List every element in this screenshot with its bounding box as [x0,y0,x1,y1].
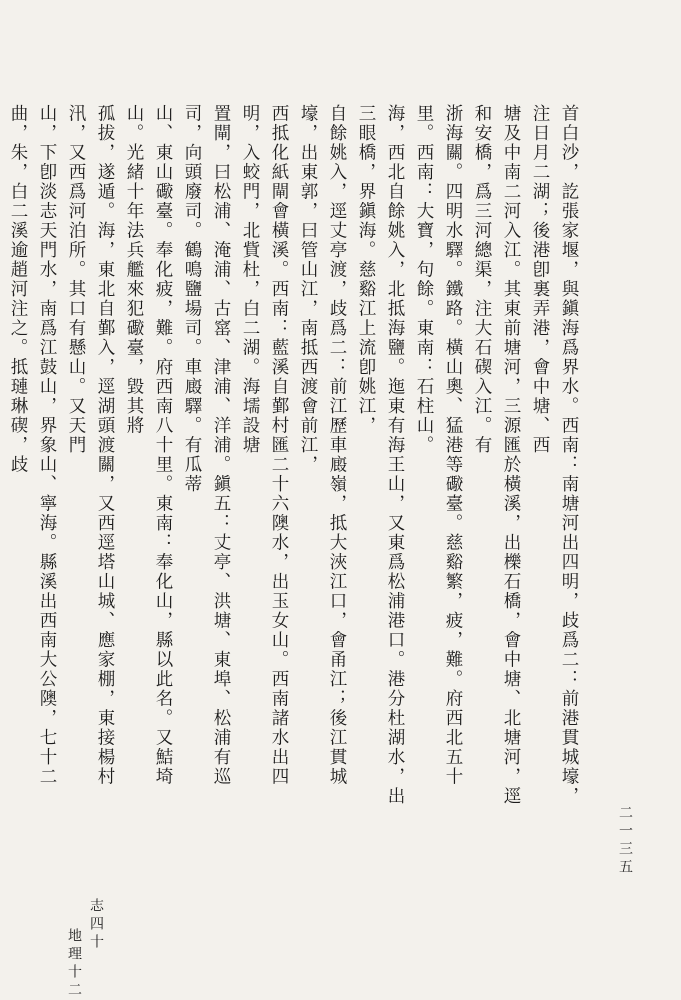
text-column: 自餘姚入，逕丈亭渡，歧爲二：前江歷車廄嶺，抵大浹江口，會甬江；後江貫城壕，出東郭，曰管山江，南抵西渡會前江， [298,104,347,787]
text-column [0,104,3,824]
page-number: 二一三五 [617,805,633,877]
text-column: 孤拔，遂遁。海，東北自鄞入，逕湖頭渡關，又西逕塔山城、應家棚，東接楊村汛，又西爲河泊所。其口有懸山。又天門 [66,104,115,787]
running-head [64,898,106,1000]
text-column: 山，下卽淡志天門水，南爲江鼓山，界象山、寧海。縣溪出西南大公隩，七十二曲，朱，白二溪逾趙河注之。抵璉琳碶，歧 [8,104,57,787]
text-column: 浙海關。四明水驛。鐵路。橫山奧、猛港等礮臺。慈谿繁，疲，難。府西北五十里。西南：大寶，句餘。東南：石柱山。 [414,104,463,787]
text-column: 塘及中南二河入江。其東前塘河，三源匯於橫溪，出櫟石橋，會中塘、北塘河，逕和安橋，爲三河總渠，注大石碶入江。有 [472,104,521,806]
text-column: 置閘，曰松浦、淹浦、古窰、津浦、洋浦。鎭五：丈亭、洪塘、東埠、松浦有巡司，向頭廢司。鶴鳴鹽場司。車廄驛。有瓜蒂 [182,104,231,787]
text-column: 海，西北自餘姚入，北抵海鹽。迤東有海王山，又東爲松浦港口。港分杜湖水，出三眼橋，界鎭海。慈谿江上流卽姚江， [356,104,405,806]
volume-label: 志四十 [88,898,104,952]
text-column: 西抵化紙閘會橫溪。西南：藍溪自鄞村匯二十六隩水，出玉女山。西南諸水出四明，入蛟門，北貲杜，白二湖。海壖設塘 [240,104,289,787]
section-label: 地理十二 [66,928,82,1000]
text-column: 首白沙，訖張家堰，與鎭海爲界水。西南：南塘河出四明，歧爲二：前港貫城壕，注日月二湖；後港卽裏弄港，會中塘、西 [530,104,579,806]
main-text [8,104,583,824]
text-column: 山、東山礮臺。奉化疲，難。府西南八十里。東南：奉化山，縣以此名。又鮚埼山。光緒十年法兵艦來犯礮臺，毀其將 [124,104,173,787]
